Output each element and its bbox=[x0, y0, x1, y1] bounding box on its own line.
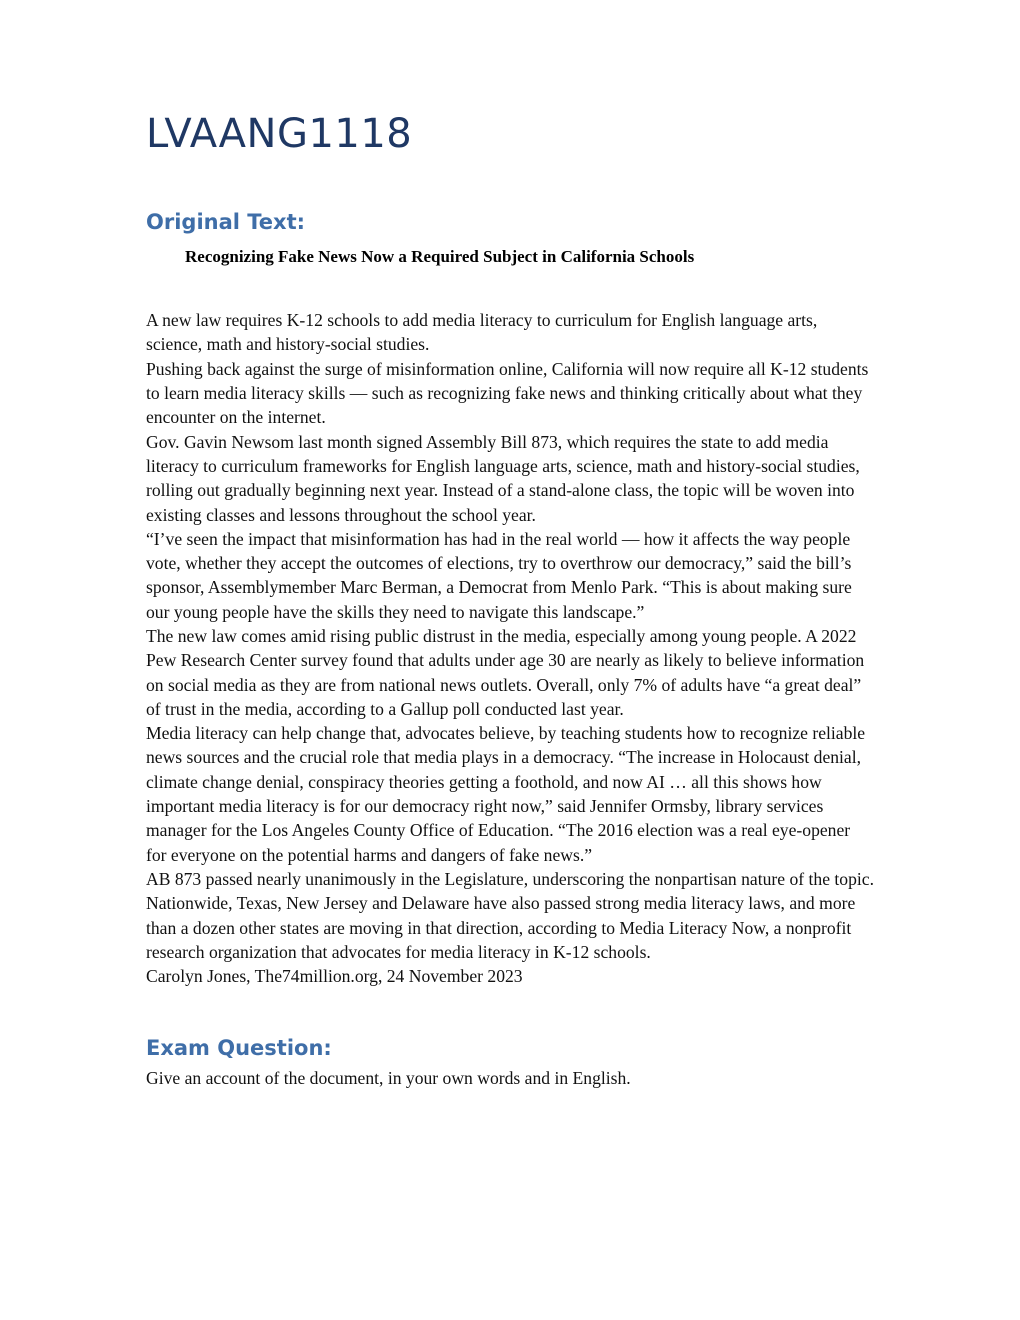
exam-question-prompt: Give an account of the document, in your own words and in English. bbox=[146, 1067, 631, 1088]
section-heading-exam-question: Exam Question: bbox=[146, 1036, 332, 1061]
body-paragraph: A new law requires K-12 schools to add media literacy to curriculum for English language arts, science, math and history-social studies. bbox=[146, 310, 818, 355]
original-text-body bbox=[146, 269, 874, 988]
body-paragraph: Media literacy can help change that, advocates believe, by teaching students how to recognize reliable news sources and the crucial role that media plays in a democracy. “The increase in Holocaust denial, climate change denial, conspiracy theories getting a foothold, and now AI … all this shows how important media literacy is for our democracy right now,” said Jennifer Ormsby, library services manager for the Los Angeles County Office of Education. “The 2016 election was a real eye-opener for everyone on the potential harms and dangers of fake news.” bbox=[146, 723, 866, 865]
body-paragraph: Pushing back against the surge of misinformation online, California will now require all K-12 students to learn media literacy skills — such as recognizing fake news and thinking critically about what they encounter on the internet. bbox=[146, 358, 869, 428]
exam-question-section bbox=[146, 988, 876, 1089]
body-paragraph: “I’ve seen the impact that misinformation has had in the real world — how it affects the way people vote, whether they accept the outcomes of elections, try to overthrow our democracy,” said the bill’s sponsor, Assemblymember Marc Berman, a Democrat from Menlo Park. “This is about making sure our young people have the skills they need to navigate this landscape.” bbox=[146, 528, 852, 622]
section-heading-original-text: Original Text: bbox=[146, 210, 306, 234]
document-content bbox=[146, 0, 876, 1090]
body-paragraph: AB 873 passed nearly unanimously in the Legislature, underscoring the nonpartisan nature of the topic. Nationwide, Texas, New Jersey and Delaware have also passed strong media literacy laws, and more than a dozen other states are moving in that direction, according to Media Literacy Now, a nonprofit research organization that advocates for media literacy in K-12 schools. bbox=[146, 868, 875, 962]
source-attribution: Carolyn Jones, The74million.org, 24 November 2023 bbox=[146, 966, 523, 987]
body-paragraph: Gov. Gavin Newsom last month signed Assembly Bill 873, which requires the state to add media literacy to curriculum frameworks for English language arts, science, math and history-social studies, rolling out gradually beginning next year. Instead of a stand-alone class, the topic will be woven into existing classes and lessons throughout the school year. bbox=[146, 431, 860, 525]
article-title: Recognizing Fake News Now a Required Subject in California Schools bbox=[185, 247, 695, 267]
body-paragraph: The new law comes amid rising public distrust in the media, especially among young people. A 2022 Pew Research Center survey found that adults under age 30 are nearly as likely to believe information on social media as they are from national news outlets. Overall, only 7% of adults have “a great deal” of trust in the media, according to a Gallup poll conducted last year. bbox=[146, 625, 865, 719]
page-title: LVAANG1118 bbox=[146, 111, 413, 157]
